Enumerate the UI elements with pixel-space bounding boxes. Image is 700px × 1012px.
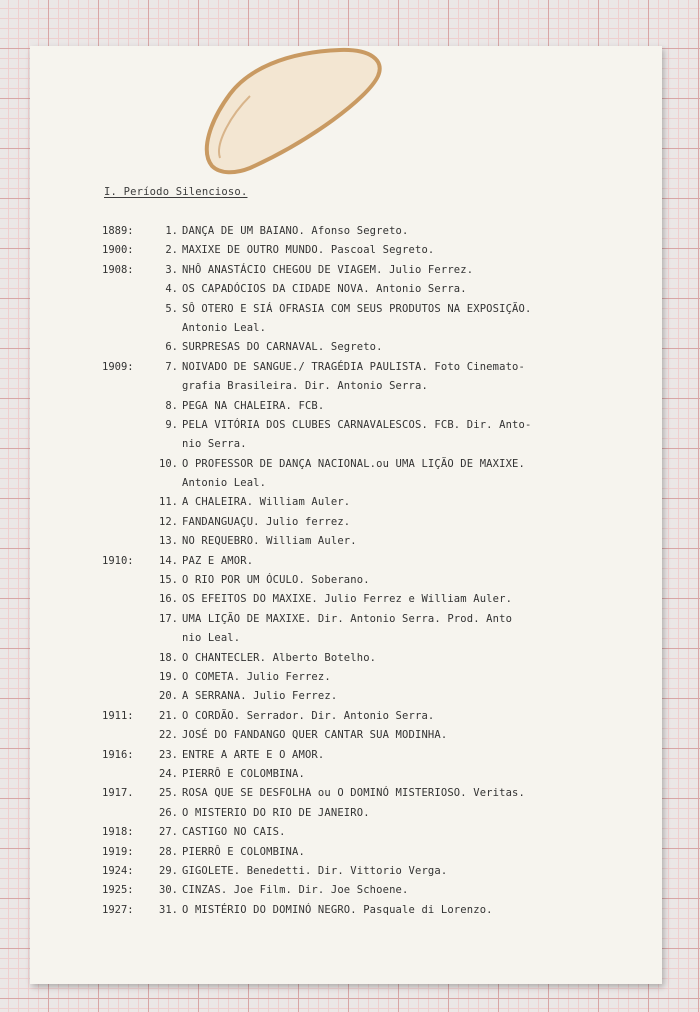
list-item-text: nio Leal. [182,632,241,645]
list-item [30,513,662,532]
list-item-text: O RIO POR UM ÓCULO. Soberano. [182,574,370,587]
list-item-year: 1910: [102,554,134,567]
list-item-year: 1889: [102,225,134,237]
list-item [30,571,662,590]
list-item-text: FANDANGUAÇU. Julio ferrez. [182,515,351,528]
list-item-num: 30. [159,884,178,897]
list-item-num: 13. [159,535,178,548]
list-item-text: PAZ E AMOR. [182,554,254,567]
list-item [30,823,662,842]
list-item [30,358,662,377]
paper-stain [190,46,410,186]
list-item [30,746,662,765]
list-item-text: GIGOLETE. Benedetti. Dir. Vittorio Verga. [182,864,448,877]
list-item-text: O CORDÃO. Serrador. Dir. Antonio Serra. [182,709,435,722]
list-item-text: MAXIXE DE OUTRO MUNDO. Pascoal Segreto. [182,244,435,257]
list-item-year: 1917. [102,787,134,800]
list-item-num: 6. [165,341,178,354]
list-item [30,668,662,687]
list-item [30,261,662,280]
list-item-year: 1924: [102,864,134,877]
list-item-text: nio Serra. [182,438,247,451]
list-item-num: 23. [159,748,178,761]
list-item [30,222,662,241]
list-item-num: 17. [159,612,178,625]
list-item [30,784,662,803]
list-item [30,280,662,299]
list-item-num: 26. [159,806,178,819]
list-item-num: 5. [165,302,178,315]
list-item-text: grafia Brasileira. Dir. Antonio Serra. [182,380,428,393]
list-item-num: 21. [159,709,178,722]
list-item-num: 4. [165,283,178,296]
list-item-text: PEGA NA CHALEIRA. FCB. [182,399,325,412]
list-item-text: UMA LIÇÃO DE MAXIXE. Dir. Antonio Serra. Prod. Anto [182,612,513,625]
list-item-text: ENTRE A ARTE E O AMOR. [182,748,325,761]
list-item-num: 9. [165,418,178,431]
list-item-text: ROSA QUE SE DESFOLHA ou O DOMINÓ MISTERIOSO. Veritas. [182,787,525,800]
list-item [30,649,662,668]
list-item-num: 24. [159,767,178,780]
section-heading: I. Período Silencioso. [104,186,248,198]
list-item-year: 1911: [102,709,134,722]
list-item-num: 14. [159,554,178,567]
list-item-text: O MISTERIO DO RIO DE JANEIRO. [182,806,370,819]
list-item [30,629,662,648]
list-item [30,241,662,260]
list-item-text: OS CAPADÓCIOS DA CIDADE NOVA. Antonio Serra. [182,283,467,296]
list-item-year: 1909: [102,360,134,373]
list-item [30,319,662,338]
list-item-num: 27. [159,826,178,839]
list-item-num: 25. [159,787,178,800]
list-item-text: OS EFEITOS DO MAXIXE. Julio Ferrez e William Auler. [182,593,513,606]
list-item-num: 8. [165,399,178,412]
list-item-num: 7. [165,360,178,373]
list-item-text: CASTIGO NO CAIS. [182,826,286,839]
list-item-text: O CHANTECLER. Alberto Botelho. [182,651,377,664]
list-item [30,493,662,512]
list-item-text: DANÇA DE UM BAIANO. Afonso Segreto. [182,225,409,237]
document-sheet [30,46,662,984]
list-item-text: NHÔ ANASTÁCIO CHEGOU DE VIAGEM. Julio Ferrez. [182,263,474,276]
list-item-text: NO REQUEBRO. William Auler. [182,535,357,548]
list-item [30,901,662,920]
list-item [30,474,662,493]
list-item [30,300,662,319]
list-item [30,416,662,435]
list-item [30,377,662,396]
list-item-num: 1. [165,225,178,237]
list-item-text: O MISTÉRIO DO DOMINÓ NEGRO. Pasquale di Lorenzo. [182,903,493,916]
list-item-text: O PROFESSOR DE DANÇA NACIONAL.ou UMA LIÇÃO DE MAXIXE. [182,457,525,470]
list-item-text: JOSÉ DO FANDANGO QUER CANTAR SUA MODINHA. [182,729,448,742]
list-item-text: PIERRÔ E COLOMBINA. [182,767,305,780]
list-item [30,435,662,454]
list-item-num: 22. [159,729,178,742]
list-item [30,532,662,551]
list-item-text: A SERRANA. Julio Ferrez. [182,690,338,703]
list-item-num: 31. [159,903,178,916]
list-item [30,610,662,629]
list-item-text: PIERRÔ E COLOMBINA. [182,845,305,858]
list-item-text: A CHALEIRA. William Auler. [182,496,351,509]
list-item-text: Antonio Leal. [182,477,267,490]
list-item-num: 20. [159,690,178,703]
list-item-num: 29. [159,864,178,877]
list-item [30,455,662,474]
list-item [30,338,662,357]
list-item [30,881,662,900]
list-item-year: 1900: [102,244,134,257]
list-item [30,590,662,609]
list-item-text: SÔ OTERO E SIÁ OFRASIA COM SEUS PRODUTOS NA EXPOSIÇÃO. [182,302,532,315]
list-item-num: 2. [165,244,178,257]
list-item [30,687,662,706]
list-item-year: 1927: [102,903,134,916]
list-item-year: 1919: [102,845,134,858]
list-item-text: NOIVADO DE SANGUE./ TRAGÉDIA PAULISTA. Foto Cinemato- [182,360,525,373]
list-item-text: Antonio Leal. [182,321,267,334]
list-item-text: O COMETA. Julio Ferrez. [182,670,331,683]
list-item-num: 12. [159,515,178,528]
list-item [30,804,662,823]
list-item-num: 11. [159,496,178,509]
list-item-num: 28. [159,845,178,858]
list-item-num: 10. [159,457,178,470]
list-item-text: CINZAS. Joe Film. Dir. Joe Schoene. [182,884,409,897]
list-item [30,552,662,571]
film-list [30,222,662,920]
list-item-text: PELA VITÓRIA DOS CLUBES CARNAVALESCOS. FCB. Dir. Anto- [182,418,532,431]
list-item-num: 3. [165,263,178,276]
list-item-year: 1918: [102,826,134,839]
list-item-year: 1916: [102,748,134,761]
list-item-num: 18. [159,651,178,664]
list-item [30,707,662,726]
list-item [30,765,662,784]
list-item-num: 16. [159,593,178,606]
list-item [30,843,662,862]
list-item-text: SURPRESAS DO CARNAVAL. Segreto. [182,341,383,354]
list-item-year: 1925: [102,884,134,897]
list-item [30,726,662,745]
list-item-num: 15. [159,574,178,587]
list-item-num: 19. [159,670,178,683]
list-item [30,862,662,881]
list-item [30,397,662,416]
list-item-year: 1908: [102,263,134,276]
